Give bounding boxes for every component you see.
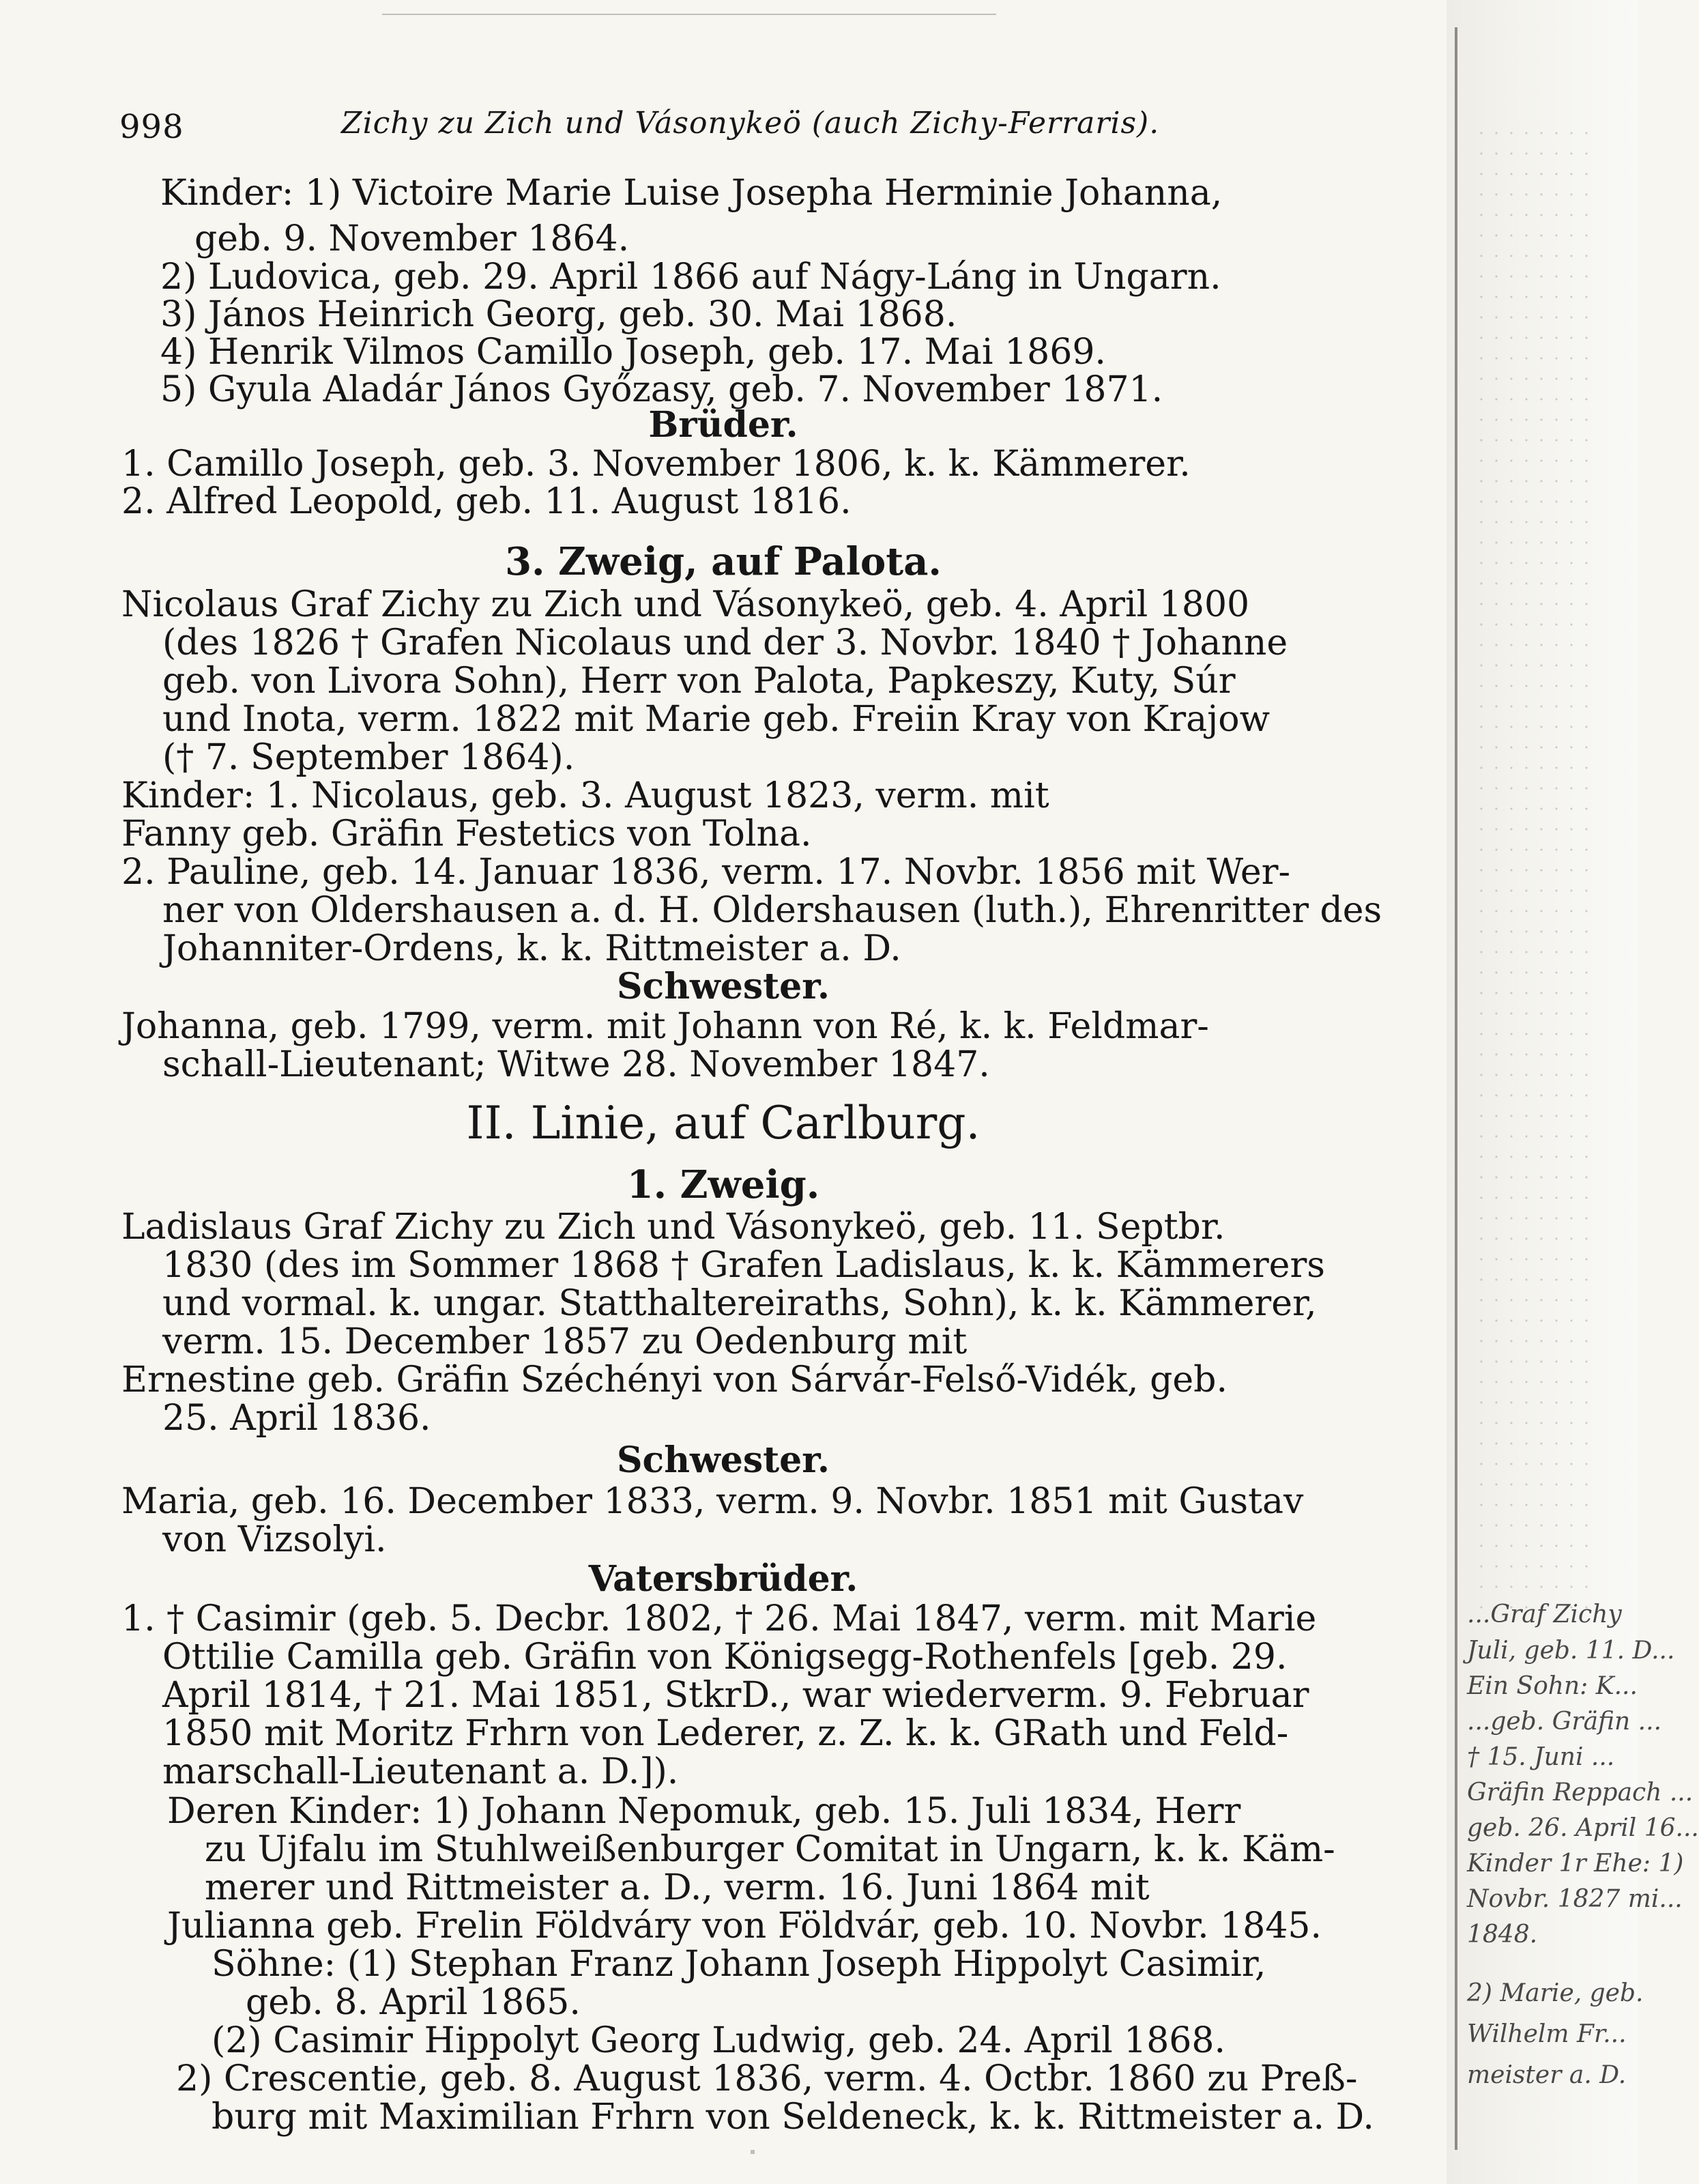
bleed-line: 2) Marie, geb. [1467,1979,1644,2007]
text-line: Johanniter-Ordens, k. k. Rittmeister a. D. [162,928,901,969]
text-line: Deren Kinder: 1) Johann Nepomuk, geb. 15. Juli 1834, Herr [167,1791,1241,1832]
bleed-line: Juli, geb. 11. D... [1467,1637,1675,1665]
text-line: Ottilie Camilla geb. Gräfin von Königsegg-Rothenfels [geb. 29. [162,1637,1288,1678]
text-line: 2) Crescentie, geb. 8. August 1836, verm. 4. Octbr. 1860 zu Preß- [176,2058,1358,2099]
text-line: geb. 9. November 1864. [194,218,630,259]
text-line: April 1814, † 21. Mai 1851, StkrD., war wiederverm. 9. Februar [162,1675,1309,1716]
section-heading: Schwester. [617,1439,830,1481]
bleed-line: ...geb. Gräfin ... [1467,1708,1662,1736]
text-line: 1. Camillo Joseph, geb. 3. November 1806, k. k. Kämmerer. [121,444,1191,485]
text-line: zu Ujfalu im Stuhlweißenburger Comitat in Ungarn, k. k. Käm- [205,1829,1335,1870]
text-line: merer und Rittmeister a. D., verm. 16. Juni 1864 mit [205,1867,1150,1908]
text-line: (des 1826 † Grafen Nicolaus und der 3. Novbr. 1840 † Johanne [162,622,1288,663]
section-heading: 3. Zweig, auf Palota. [505,539,942,584]
running-title: Zichy zu Zich und Vásonykeö (auch Zichy-Ferraris). [341,106,1160,141]
text-line: Söhne: (1) Stephan Franz Johann Joseph Hippolyt Casimir, [212,1944,1266,1985]
text-line: burg mit Maximilian Frhrn von Seldeneck, k. k. Rittmeister a. D. [212,2097,1374,2138]
text-line: 1. † Casimir (geb. 5. Decbr. 1802, † 26. Mai 1847, verm. mit Marie [121,1598,1317,1639]
page-number: 998 [119,108,184,146]
text-line: verm. 15. December 1857 zu Oedenburg mit [162,1321,968,1362]
text-line: und Inota, verm. 1822 mit Marie geb. Freiin Kray von Krajow [162,699,1270,740]
text-line: 25. April 1836. [162,1398,431,1439]
text-line: Julianna geb. Frelin Földváry von Földvár, geb. 10. Novbr. 1845. [167,1906,1322,1946]
gutter-line [1455,27,1457,2150]
text-line: Nicolaus Graf Zichy zu Zich und Vásonykeö, geb. 4. April 1800 [121,584,1250,625]
text-line: geb. 8. April 1865. [246,1982,581,2023]
text-line: Ladislaus Graf Zichy zu Zich und Vásonykeö, geb. 11. Septbr. [121,1207,1225,1248]
text-line: Kinder: 1. Nicolaus, geb. 3. August 1823, verm. mit [121,775,1049,816]
text-line: Maria, geb. 16. December 1833, verm. 9. Novbr. 1851 mit Gustav [121,1481,1304,1522]
section-heading: Schwester. [617,966,830,1007]
text-line: Ernestine geb. Gräfin Széchényi von Sárvár-Felső-Vidék, geb. [121,1360,1228,1400]
text-line: 2. Pauline, geb. 14. Januar 1836, verm. 17. Novbr. 1856 mit Wer- [121,852,1291,893]
text-line: 3) János Heinrich Georg, geb. 30. Mai 1868. [160,294,957,335]
text-line: Fanny geb. Gräfin Festetics von Tolna. [121,814,812,854]
section-heading: Vatersbrüder. [588,1558,858,1600]
bleed-line: Kinder 1r Ehe: 1) [1467,1850,1684,1878]
text-line: 2. Alfred Leopold, geb. 11. August 1816. [121,481,852,522]
bleed-line: 1848. [1467,1921,1538,1949]
text-line: 4) Henrik Vilmos Camillo Joseph, geb. 17. Mai 1869. [160,332,1106,373]
bleed-line: Wilhelm Fr... [1467,2020,1627,2048]
scan-artifact [382,14,996,15]
bleed-line: Novbr. 1827 mi... [1467,1885,1683,1913]
text-line: und vormal. k. ungar. Statthaltereiraths, Sohn), k. k. Kämmerer, [162,1283,1317,1324]
bleed-line: geb. 26. April 16... [1467,1814,1699,1842]
bleed-line: Ein Sohn: K... [1467,1672,1638,1700]
bleed-line: Gräfin Reppach ... [1467,1779,1694,1807]
text-line: 2) Ludovica, geb. 29. April 1866 auf Nágy-Láng in Ungarn. [160,257,1221,298]
text-line: von Vizsolyi. [162,1519,387,1560]
text-line: Johanna, geb. 1799, verm. mit Johann von Ré, k. k. Feldmar- [121,1006,1209,1047]
text-line: 1830 (des im Sommer 1868 † Grafen Ladislaus, k. k. Kämmerers [162,1245,1325,1286]
text-line: ner von Oldershausen a. d. H. Oldershausen (luth.), Ehrenritter des [162,890,1382,931]
section-heading: Brüder. [648,404,798,446]
text-line: (2) Casimir Hippolyt Georg Ludwig, geb. 24. April 1868. [212,2020,1225,2061]
bleed-line: ...Graf Zichy [1467,1600,1622,1628]
text-line: Kinder: 1) Victoire Marie Luise Josepha Herminie Johanna, [160,173,1223,214]
bleed-line: † 15. Juni ... [1467,1743,1615,1771]
text-line: 1850 mit Moritz Frhrn von Lederer, z. Z. k. k. GRath und Feld- [162,1713,1289,1754]
text-line: marschall-Lieutenant a. D.]). [162,1751,679,1792]
scan-artifact [751,2150,755,2154]
text-line: († 7. September 1864). [162,737,575,778]
text-line: 5) Gyula Aladár János Győzasy, geb. 7. November 1871. [160,369,1163,410]
section-heading: 1. Zweig. [626,1162,820,1207]
bleed-line: meister a. D. [1467,2061,1627,2089]
line-heading: II. Linie, auf Carlburg. [466,1097,981,1149]
text-line: geb. von Livora Sohn), Herr von Palota, Papkeszy, Kuty, Súr [162,661,1236,702]
bleed-noise [1474,123,1597,1624]
text-line: schall-Lieutenant; Witwe 28. November 1847. [162,1044,990,1085]
